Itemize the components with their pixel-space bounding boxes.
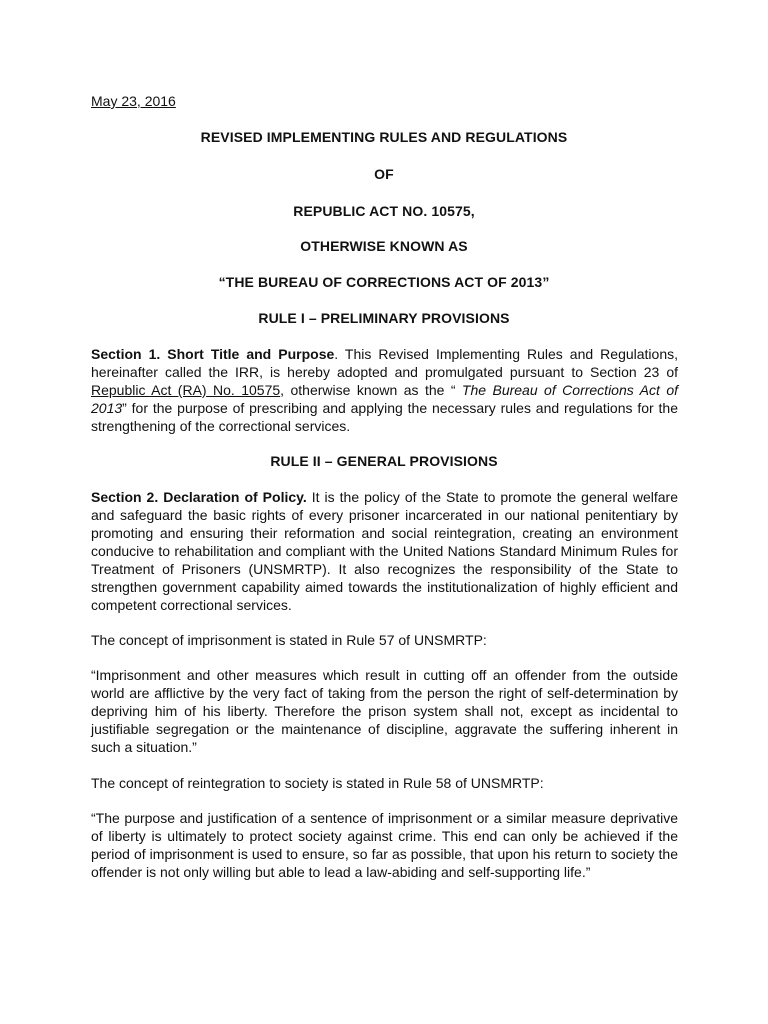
- rule-2-title: RULE II – GENERAL PROVISIONS: [270, 453, 498, 469]
- document-date: May 23, 2016: [91, 93, 176, 109]
- rule-58-quote: “The purpose and justification of a sentence of imprisonment or a similar measure deprivative of liberty is ultimately to protect society against crime. This end can only be achieved if the period of imprisonment is used to ensure, so far as possible, that upon his return to society the offender is not only willing but able to lead a law-abiding and self-supporting life.”: [91, 810, 678, 880]
- rule-57-intro: The concept of imprisonment is stated in Rule 57 of UNSMRTP:: [91, 632, 487, 648]
- section-2-paragraph: [91, 488, 678, 614]
- section-1-heading: Section 1. Short Title and Purpose: [91, 346, 335, 362]
- title-line-1: REVISED IMPLEMENTING RULES AND REGULATIONS: [200, 129, 568, 145]
- rule-58-intro: The concept of reintegration to society is stated in Rule 58 of UNSMRTP:: [91, 775, 544, 791]
- act-title: The Bureau of Corrections Act of 2013: [91, 382, 678, 416]
- section-2-text: It is the policy of the State to promote the general welfare and safeguard the basic rights of every prisoner incarcerated in our national penitentiary by promoting and ensuring their reformation and social reintegration, creating an environment conducive to rehabilitation and compliant with the United Nations Standard Minimum Rules for Treatment of Prisoners (UNSMRTP). It also recognizes the responsibility of the State to strengthen government capability aimed towards the institutionalization of highly efficient and competent correctional services.: [91, 489, 679, 613]
- act-reference: Republic Act (RA) No. 10575: [91, 382, 281, 398]
- rule-1-title: RULE I – PRELIMINARY PROVISIONS: [258, 310, 510, 326]
- section-1-text-c: ” for the purpose of prescribing and applying the necessary rules and regulations for the strengthening of the correctional services.: [91, 400, 678, 434]
- title-line-2: OF: [374, 166, 394, 182]
- section-2-heading: Section 2. Declaration of Policy.: [91, 489, 307, 505]
- title-line-5: “THE BUREAU OF CORRECTIONS ACT OF 2013”: [218, 274, 550, 290]
- rule-57-quote: “Imprisonment and other measures which result in cutting off an offender from the outside world are afflictive by the very fact of taking from the person the right of self-determination by depriving him of his liberty. Therefore the prison system shall not, except as incidental to justifiable segregation or the maintenance of discipline, aggravate the suffering inherent in such a situation.”: [91, 667, 678, 755]
- section-1-paragraph: [91, 345, 678, 435]
- title-line-4: OTHERWISE KNOWN AS: [300, 238, 468, 254]
- section-1-text-a: . This Revised Implementing Rules and Regulations, hereinafter called the IRR, is hereby adopted and promulgated pursuant to Section 23 of: [91, 346, 678, 380]
- section-1-text-b: , otherwise known as the “: [280, 382, 456, 398]
- title-line-3: REPUBLIC ACT NO. 10575,: [293, 203, 475, 219]
